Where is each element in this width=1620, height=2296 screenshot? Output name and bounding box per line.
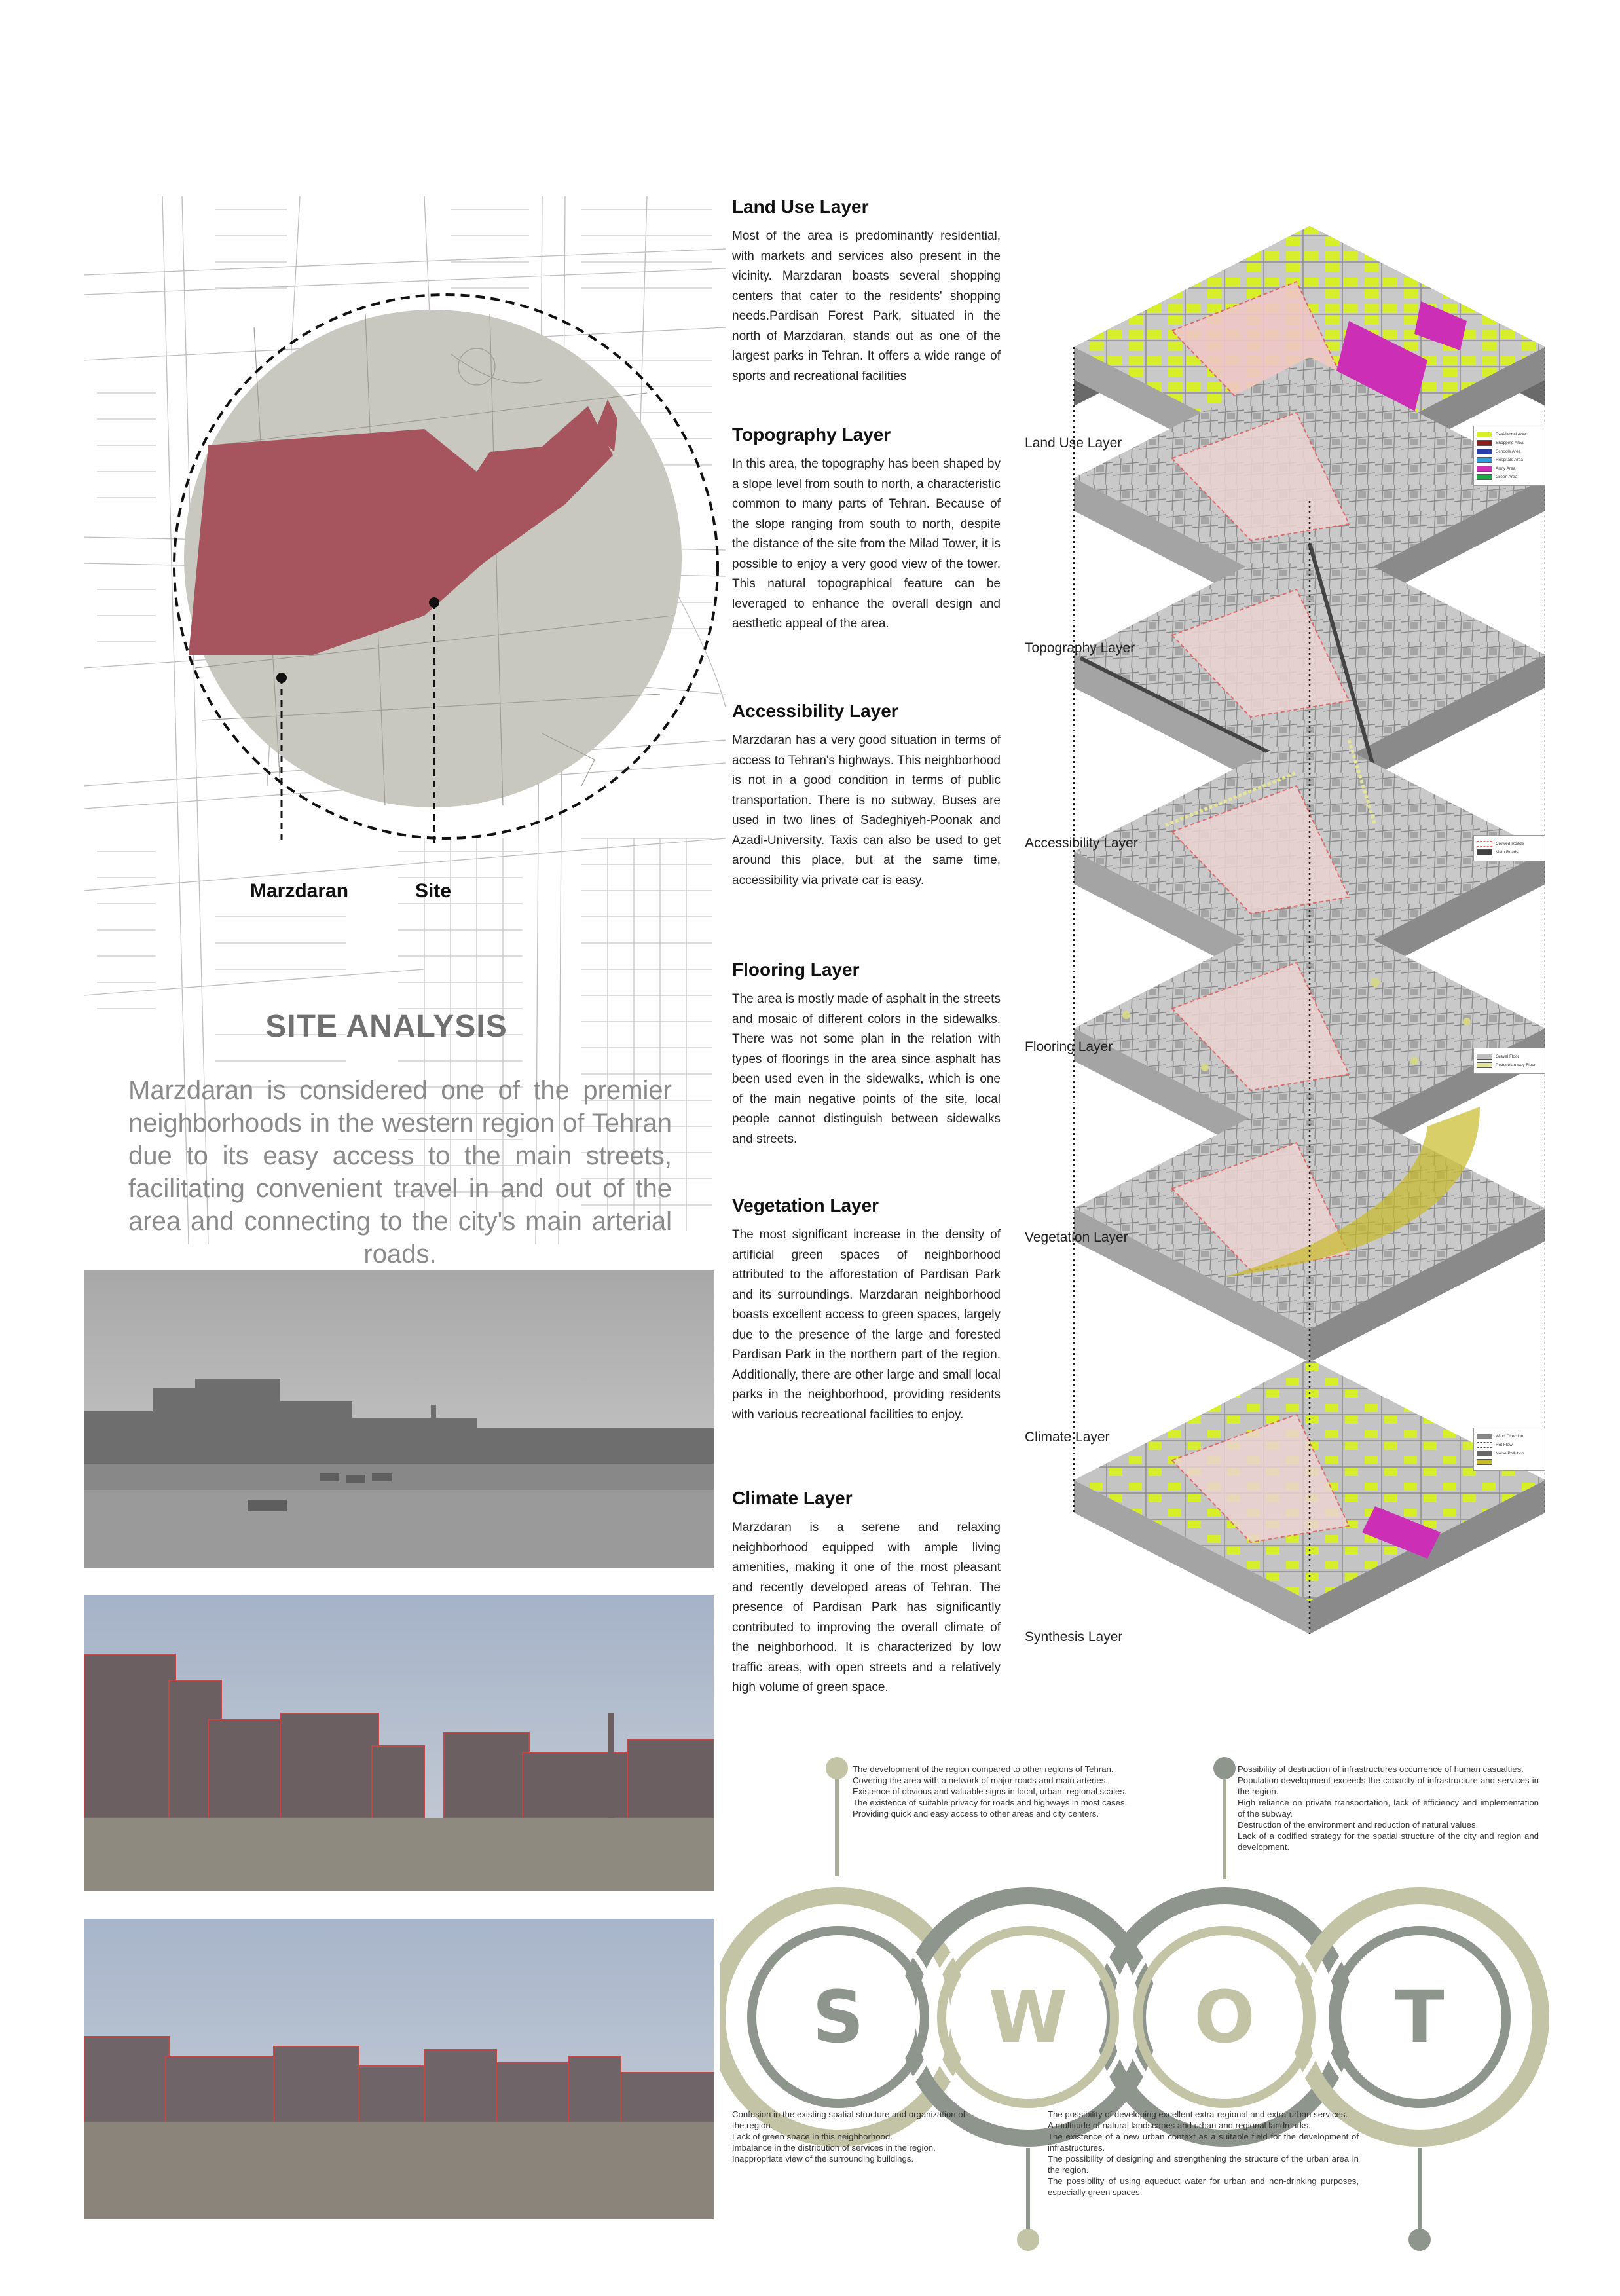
site-photo-2 (84, 1595, 714, 1891)
swot-threats: Possibility of destruction of infrastructures occurrence of human casualties. Population development exceeds the capacity of infrastructure and services in the region. High reliance on private transportation, lack of efficiency and implementation of the subway. Destruction of the environment and reduction of natural values. Lack of a codified strategy for the spatial structure of the city and region and development. (1238, 1764, 1539, 1852)
accessibility-heading: Accessibility Layer (732, 701, 898, 721)
land-use-legend: Residential Area Shopping Area Schools Area Hospitals Area Army Area Green Area (1473, 426, 1545, 486)
land-use-heading: Land Use Layer (732, 196, 869, 217)
vegetation-section (732, 1195, 1001, 1425)
stack-label-climate: Climate Layer (1025, 1430, 1110, 1445)
site-photo-3 (84, 1919, 714, 2219)
swot-letter-w: W (988, 1975, 1068, 2059)
flooring-section (732, 959, 1001, 1149)
vegetation-heading: Vegetation Layer (732, 1195, 879, 1215)
flooring-legend: Gravel Floor Pedestrian way Floor (1473, 1048, 1545, 1074)
land-use-text: Most of the area is predominantly residential, with markets and services also present in the vicinity. Marzdaran boasts several shopping centers that cater to the residents' shopping needs.Pardisan Forest Park, situated in the north of Marzdaran, stands out as one of the largest parks in Tehran. It offers a wide range of sports and recreational facilities (732, 229, 1001, 383)
swot-letter-s: S (812, 1975, 864, 2059)
flooring-text: The area is mostly made of asphalt in the streets and mosaic of different colors in the sidewalks. There was not some plan in the relation with types of floorings in the area since asphalt has been used even in the sidewalks, which is one of the main negative points of the site, local people cannot distinguish between sidewalks and streets. (732, 992, 1001, 1146)
site-photo-1 (84, 1270, 714, 1568)
stack-label-topography: Topography Layer (1025, 640, 1135, 656)
climate-text: Marzdaran is a serene and relaxing neighborhood equipped with ample living amenities, making it one of the most pleasant and recently developed areas of Tehran. The presence of Pardisan Park has significantly contributed to improving the overall climate of the neighborhood. It is characterized by low traffic areas, with open streets and a relatively high volume of green space. (732, 1521, 1001, 1694)
swot-weaknesses: Confusion in the existing spatial structure and organization of the region. Lack of green space in this neighborhood. Imbalance in the distribution of services in the region. Inappropriate view of the surrounding buildings. (732, 2109, 966, 2164)
stack-label-accessibility: Accessibility Layer (1025, 836, 1138, 851)
accessibility-legend: Crowed Roads Main Roads (1473, 835, 1545, 861)
stack-label-synthesis: Synthesis Layer (1025, 1629, 1123, 1644)
site-analysis-title: SITE ANALYSIS (265, 1009, 507, 1044)
topography-heading: Topography Layer (732, 424, 891, 445)
site-label: Site (415, 880, 452, 902)
climate-heading: Climate Layer (732, 1488, 853, 1508)
topography-text: In this area, the topography has been shaped by a slope level from south to north, a characteristic common to many parts of Tehran. Because of the slope ranging from south to north, despite the distance of the site from the Milad Tower, it is possible to enjoy a very good view of the tower. This natural topographical feature can be leveraged to enhance the overall design and aesthetic appeal of the area. (732, 457, 1001, 631)
layer-stack-diagram (1008, 196, 1545, 1735)
vegetation-text: The most significant increase in the density of artificial green spaces of neighborhood attributed to the afforestation of Pardisan Park and its surroundings. Marzdaran neighborhood boasts excellent access to green spaces, largely due to the presence of the large and forested Pardisan Park in the northern part of the region. Additionally, there are other large and small local parks in the neighborhood, providing residents with various recreational facilities to enjoy. (732, 1228, 1001, 1422)
site-analysis-description: Marzdaran is considered one of the premier neighborhoods in the western region of Tehran due to its easy access to the main streets, facilitating convenient travel in and out of the area and connecting to the city's main arterial roads. (128, 1076, 672, 1268)
topography-section (732, 424, 1001, 635)
accessibility-text: Marzdaran has a very good situation in terms of access to Tehran's highways. This neighborhood is not in a good condition in terms of public transportation. There is no subway, Buses are used in two lines of Sadeghiyeh-Poonak and Azadi-University. Taxis can also be used to get around this place, but at the same time, accessibility via private car is easy. (732, 733, 1001, 887)
stack-label-land-use: Land Use Layer (1025, 435, 1122, 451)
stack-label-vegetation: Vegetation Layer (1025, 1230, 1128, 1245)
accessibility-section (732, 701, 1001, 891)
climate-legend: Wind Direction Hot Flow Noise Pollution (1473, 1428, 1545, 1471)
swot-letter-o: O (1194, 1975, 1255, 2059)
swot-strengths: The development of the region compared to other regions of Tehran. Covering the area with a network of major roads and main arteries. Existence of obvious and valuable signs in local, urban, regional scales. The existence of suitable privacy for roads and highways in most cases. Providing quick and easy access to other areas and city centers. (853, 1764, 1128, 1819)
flooring-heading: Flooring Layer (732, 959, 860, 980)
swot-opportunities: The possibility of developing excellent extra-regional and extra-urban services. A multitude of natural landscapes and urban and regional landmarks. The existence of a new urban context as a suitable field for the development of infrastructures. The possibility of designing and strengthening the structure of the urban area in the region. The possibility of using aqueduct water for urban and non-drinking purposes, especially green spaces. (1048, 2109, 1359, 2197)
stack-label-flooring: Flooring Layer (1025, 1039, 1113, 1054)
marzdaran-label: Marzdaran (250, 880, 349, 902)
land-use-section (732, 196, 1001, 386)
swot-letter-t: T (1395, 1975, 1445, 2059)
climate-section (732, 1488, 1001, 1698)
